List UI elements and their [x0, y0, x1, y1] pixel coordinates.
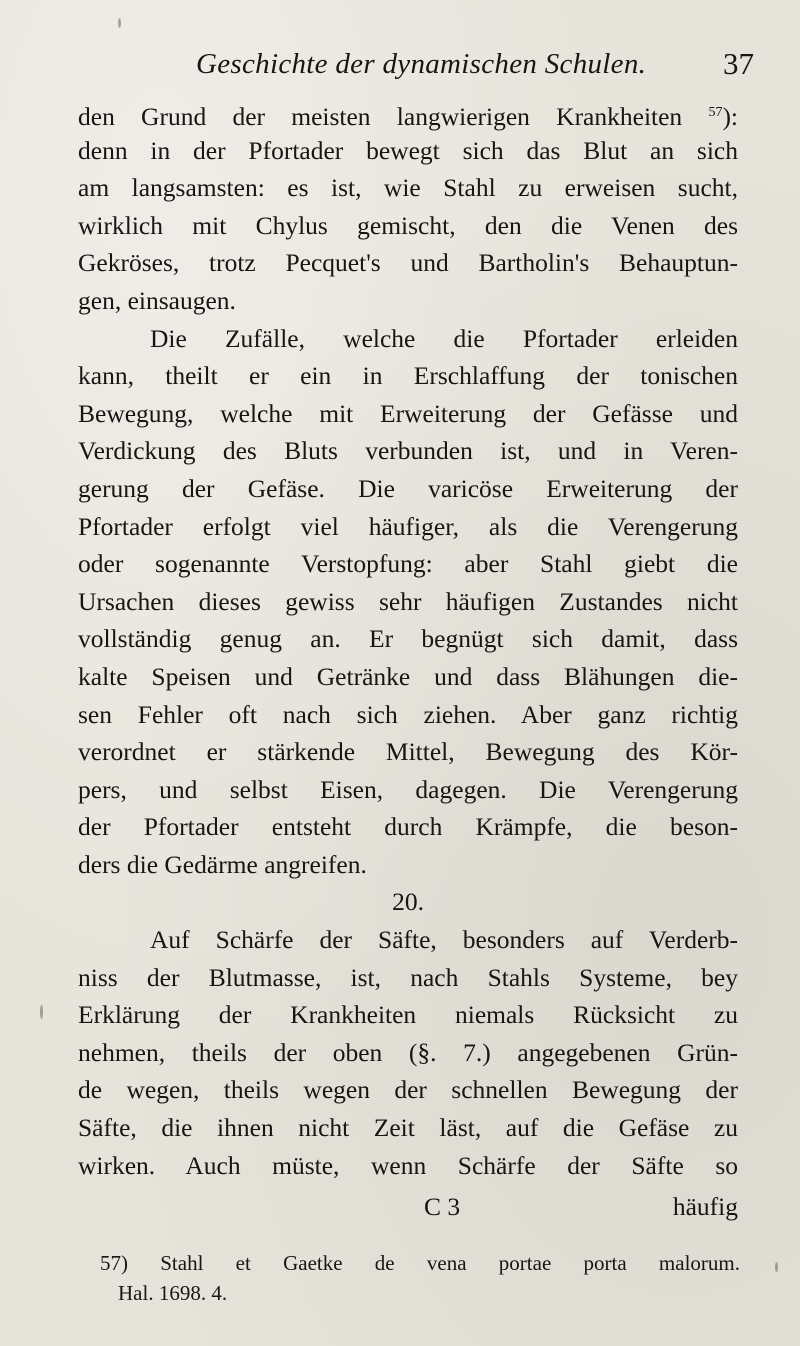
- text-line: Gekröses, trotz Pecquet's und Bartholin's Behauptun-: [78, 248, 738, 278]
- text-line: wirklich mit Chylus gemischt, den die Venen des: [78, 210, 738, 240]
- text-line: Pfortader erfolgt viel häufiger, als die Verengerung: [78, 511, 738, 541]
- text-line: verordnet er stärkende Mittel, Bewegung des Kör-: [78, 737, 738, 767]
- text-line: pers, und selbst Eisen, dagegen. Die Verengerung: [78, 774, 738, 804]
- text-line: Verdickung des Bluts verbunden ist, und in Veren-: [78, 436, 738, 466]
- footnote-ref: 57: [708, 105, 723, 120]
- footnote: [100, 1248, 740, 1308]
- text-line: Bewegung, welche mit Erweiterung der Gefässe und: [78, 398, 738, 428]
- paper-speck: [118, 18, 121, 28]
- paper-speck: [775, 1262, 778, 1272]
- text-line: kann, theilt er ein in Erschlaffung der tonischen: [78, 361, 738, 391]
- catchword: häufig: [672, 1192, 738, 1221]
- paper-speck: [40, 1005, 43, 1019]
- body-text: [78, 94, 738, 1184]
- text-line: niss der Blutmasse, ist, nach Stahls Systeme, bey: [78, 962, 738, 992]
- text-line: Ursachen dieses gewiss sehr häufigen Zustandes nicht: [78, 586, 738, 616]
- text-line: de wegen, theils wegen der schnellen Bewegung der: [78, 1075, 738, 1105]
- section-number: 20.: [392, 887, 424, 917]
- page-number: 37: [723, 46, 754, 81]
- text-line: Säfte, die ihnen nicht Zeit läst, auf die Gefäse zu: [78, 1113, 738, 1143]
- text-line: wirken. Auch müste, wenn Schärfe der Säfte so: [78, 1150, 738, 1180]
- text-line: vollständig genug an. Er begnügt sich damit, dass: [78, 624, 738, 654]
- text-line: nehmen, theils der oben (§. 7.) angegebenen Grün-: [78, 1037, 738, 1067]
- text-line: sen Fehler oft nach sich ziehen. Aber ganz richtig: [78, 699, 738, 729]
- running-head: Geschichte der dynamischen Schulen.: [196, 48, 647, 80]
- text-line: gen, einsaugen.: [78, 285, 236, 315]
- signature-line: [78, 1192, 738, 1228]
- text-line: Auf Schärfe der Säfte, besonders auf Verderb-: [150, 925, 738, 955]
- text-line: der Pfortader entsteht durch Krämpfe, die beson-: [78, 812, 738, 842]
- page-header: [0, 44, 800, 88]
- text-line: oder sogenannte Verstopfung: aber Stahl giebt die: [78, 549, 738, 579]
- footnote-line: 57) Stahl et Gaetke de vena portae porta malorum.: [100, 1251, 740, 1275]
- text-line: denn in der Pfortader bewegt sich das Blut an sich: [78, 135, 738, 165]
- text-line: gerung der Gefäse. Die varicöse Erweiterung der: [78, 473, 738, 503]
- text-line: am langsamsten: es ist, wie Stahl zu erweisen sucht,: [78, 173, 738, 203]
- footnote-line: Hal. 1698. 4.: [118, 1281, 228, 1305]
- text-line: kalte Speisen und Getränke und dass Blähungen die-: [78, 661, 738, 691]
- text-line: ders die Gedärme angreifen.: [78, 849, 367, 879]
- text-line: den Grund der meisten langwierigen Krankheiten $^{57}$):: [78, 102, 738, 131]
- text-line: Erklärung der Krankheiten niemals Rücksicht zu: [78, 1000, 738, 1030]
- text-line: Die Zufälle, welche die Pfortader erleiden: [150, 323, 738, 353]
- signature-mark: C 3: [424, 1192, 461, 1221]
